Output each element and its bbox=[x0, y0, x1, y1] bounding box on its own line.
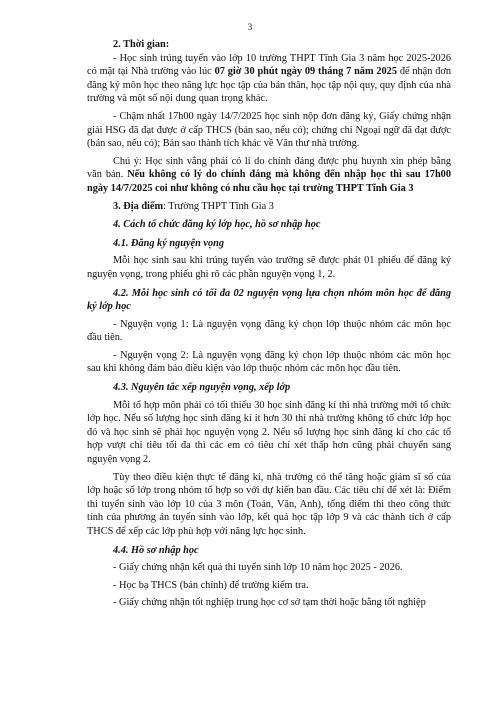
note-text: Chú ý: Học sinh vắng phải có lí do chính đáng được phụ huynh xin phép bằng văn bản. bbox=[87, 155, 451, 181]
section-4-2-paragraph-1: - Nguyện vọng 1: Là nguyện vọng đăng ký chọn lớp thuộc nhóm các môn học đầu tiên. bbox=[87, 318, 451, 344]
section-4-title: 4. Cách tổ chức đăng ký lớp học, hồ sơ nhập học bbox=[113, 219, 321, 231]
section-4-2-paragraph-2: - Nguyện vọng 2: Là nguyện vọng đăng ký chọn lớp thuộc nhóm các môn học sau khi không đảm bảo điều kiện vào lớp thuộc nhóm các môn học đầu tiên. bbox=[87, 349, 451, 375]
section-2-paragraph-2: - Chậm nhất 17h00 ngày 14/7/2025 học sinh nộp đơn đăng ký, Giấy chứng nhận giải HSG đã đạt được ở cấp THCS (bản sao, nếu có); chứng chỉ Ngoại ngữ đã đạt được (bản sao, nếu có); Bản sao thành tích khác về Văn thư nhà trường. bbox=[87, 110, 451, 150]
section-4-1-paragraph: Mỗi học sinh sau khi trúng tuyển vào trường sẽ được phát 01 phiếu để đăng ký nguyện vọng, trong phiếu ghi rõ các phần nguyện vọng 1, 2. bbox=[87, 255, 451, 280]
text-run: - Học sinh trúng tuyển vào lớp 10 trường THPT Tĩnh Gia 3 năm học 2025-2026 có mặt tại Nhà trường vào lúc bbox=[87, 52, 451, 78]
section-2-note bbox=[87, 155, 451, 196]
section-4-4-item: - Giấy chứng nhận tốt nghiệp trung học cơ sở tạm thời hoặc bằng tốt nghiệp bbox=[113, 597, 426, 609]
page-number: 3 bbox=[247, 22, 253, 32]
section-4-4-item: - Giấy chứng nhận kết quả thi tuyển sinh lớp 10 năm học 2025 - 2026. bbox=[113, 562, 403, 574]
section-4-3-paragraph-2: Tùy theo điều kiện thực tế đăng kí, nhà trường có thể tăng hoặc giảm sĩ số của lớp hoặc số lớp trong nhóm tổ hợp so với dự kiến ban đầu. Các tiêu chí để xét là: Điểm thi tuyển sinh vào lớp 10 của 3 môn (Toán, Văn, Anh), tổng điểm thi theo công thức tính của phương án tuyển sinh vào lớp, kết quả học tập lớp 9 và các thành tích ở cấp THCS để xếp các lớp phù hợp với năng lực học sinh. bbox=[87, 471, 451, 537]
section-4-3-paragraph-1: Mỗi tổ hợp môn phải có tối thiểu 30 học sinh đăng kí thì nhà trường mới tổ chức lớp học. Nếu số lượng học sinh đăng kí ít hơn 30 thì nhà trường không tổ chức lớp học đó và học sinh sẽ phải học nguyện vọng 2. Nếu số lượng học sinh đăng kí cho các tổ hợp vượt chỉ tiêu tối đa thì các em có tiêu chí xét thấp hơn cũng phải chuyển sang nguyện vọng 2. bbox=[87, 399, 451, 466]
section-3-label: 3. Địa điểm bbox=[113, 200, 164, 212]
section-2-paragraph-1 bbox=[87, 52, 451, 106]
section-2-title: 2. Thời gian: bbox=[113, 39, 170, 50]
note-text-bold: Nếu không có lý do chính đáng mà không đến nhập học thì sau 17h00 ngày 14/7/2025 coi như không có nhu cầu học tại trường THPT Tĩnh Gia 3 bbox=[87, 169, 451, 194]
document-body bbox=[87, 38, 451, 610]
section-3-value: : Trường THPT Tĩnh Gia 3 bbox=[163, 200, 274, 212]
section-4-4-item: - Học bạ THCS (bản chính) để trường kiểm tra. bbox=[113, 579, 309, 591]
section-4-1-title: 4.1. Đăng ký nguyện vọng bbox=[113, 237, 224, 249]
section-3-location bbox=[87, 200, 451, 214]
text-run-bold: 07 giờ 30 phút ngày 09 tháng 7 năm 2025 bbox=[214, 66, 397, 78]
section-4-4-title: 4.4. Hồ sơ nhập học bbox=[113, 544, 199, 556]
section-4-3-title: 4.3. Nguyên tắc xếp nguyện vọng, xếp lớp bbox=[113, 382, 291, 394]
section-4-2-title: 4.2. Mỗi học sinh có tối đa 02 nguyện vọng lựa chọn nhóm môn học để đăng ký lớp học bbox=[87, 287, 451, 313]
text-run: để nhận đơn đăng ký môn học theo năng lực học tập của bản thân, học tập nội quy, quy định của nhà trường và một số nội dung quan trọng khác. bbox=[87, 66, 451, 105]
